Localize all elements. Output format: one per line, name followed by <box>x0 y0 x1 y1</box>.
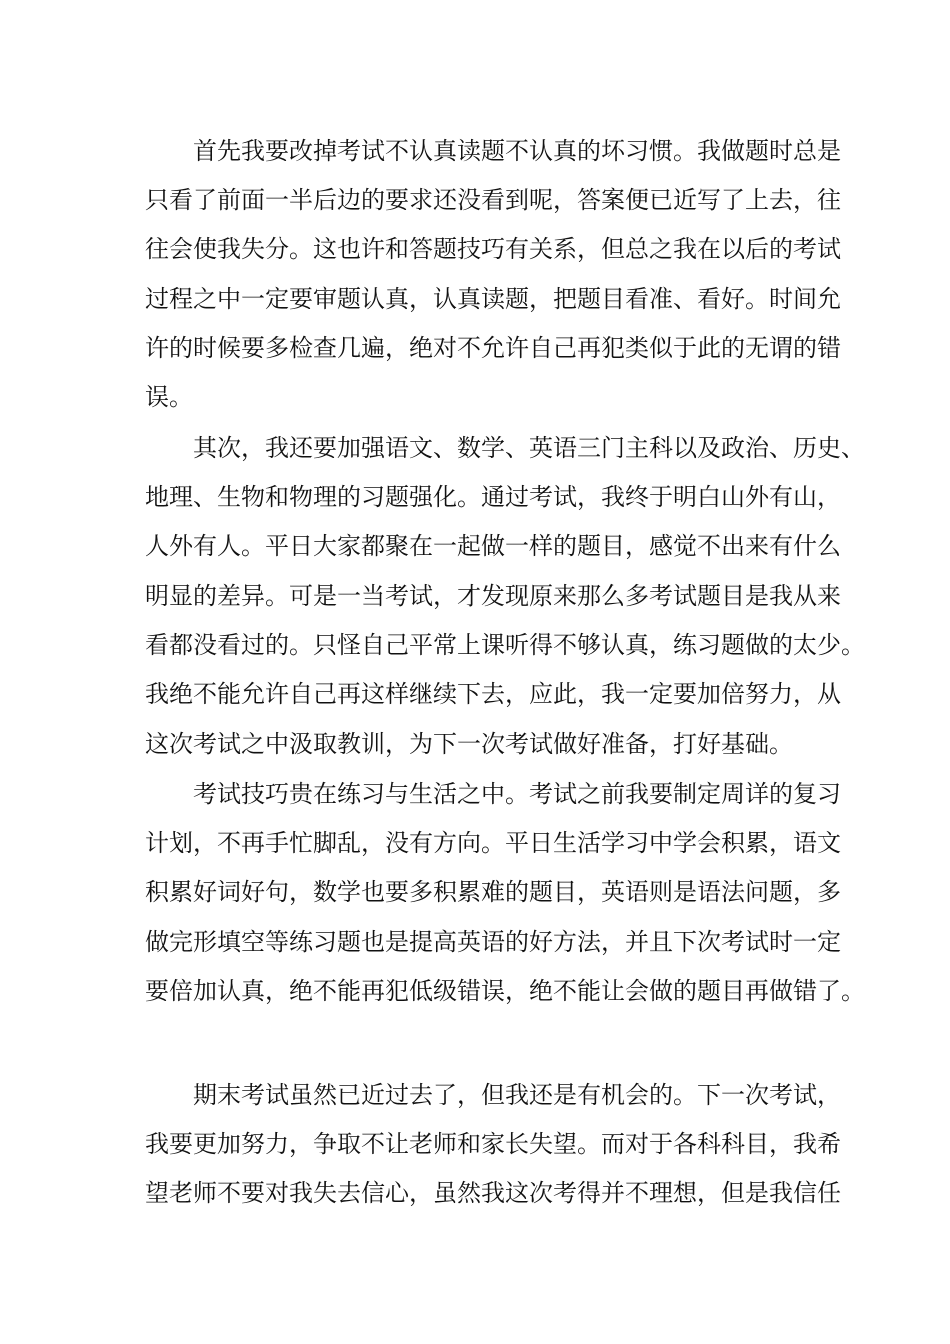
paragraph-line: 做完形填空等练习题也是提高英语的好方法，并且下次考试时一定 <box>145 928 841 956</box>
paragraph-line: 人外有人。平日大家都聚在一起做一样的题目，感觉不出来有什么 <box>145 532 841 560</box>
paragraph-line: 误。 <box>145 383 193 411</box>
paragraph-line: 这次考试之中汲取教训，为下一次考试做好准备，打好基础。 <box>145 730 793 758</box>
paragraph-line: 看都没看过的。只怪自己平常上课听得不够认真，练习题做的太少。 <box>145 631 865 659</box>
paragraph-line: 首先我要改掉考试不认真读题不认真的坏习惯。我做题时总是 <box>193 137 841 165</box>
paragraph-line: 考试技巧贵在练习与生活之中。考试之前我要制定周详的复习 <box>193 780 841 808</box>
paragraph-line: 明显的差异。可是一当考试，才发现原来那么多考试题目是我从来 <box>145 582 841 610</box>
paragraph-line: 要倍加认真，绝不能再犯低级错误，绝不能让会做的题目再做错了。 <box>145 977 865 1005</box>
paragraph-line: 往会使我失分。这也许和答题技巧有关系，但总之我在以后的考试 <box>145 235 841 263</box>
paragraph-line: 我要更加努力，争取不让老师和家长失望。而对于各科科目，我希 <box>145 1130 841 1158</box>
paragraph-line: 我绝不能允许自己再这样继续下去，应此，我一定要加倍努力，从 <box>145 680 841 708</box>
paragraph-line: 只看了前面一半后边的要求还没看到呢，答案便已近写了上去，往 <box>145 186 841 214</box>
paragraph-line: 过程之中一定要审题认真，认真读题，把题目看准、看好。时间允 <box>145 285 841 313</box>
paragraph-line: 地理、生物和物理的习题强化。通过考试，我终于明白山外有山， <box>145 483 841 511</box>
paragraph-line: 计划，不再手忙脚乱，没有方向。平日生活学习中学会积累，语文 <box>145 829 841 857</box>
paragraph-line: 积累好词好句，数学也要多积累难的题目，英语则是语法问题，多 <box>145 878 841 906</box>
paragraph-line: 其次，我还要加强语文、数学、英语三门主科以及政治、历史、 <box>193 434 865 462</box>
paragraph-line: 期末考试虽然已近过去了，但我还是有机会的。下一次考试， <box>193 1081 841 1109</box>
paragraph-line: 许的时候要多检查几遍，绝对不允许自己再犯类似于此的无谓的错 <box>145 334 841 362</box>
paragraph-line: 望老师不要对我失去信心，虽然我这次考得并不理想，但是我信任 <box>145 1179 841 1207</box>
